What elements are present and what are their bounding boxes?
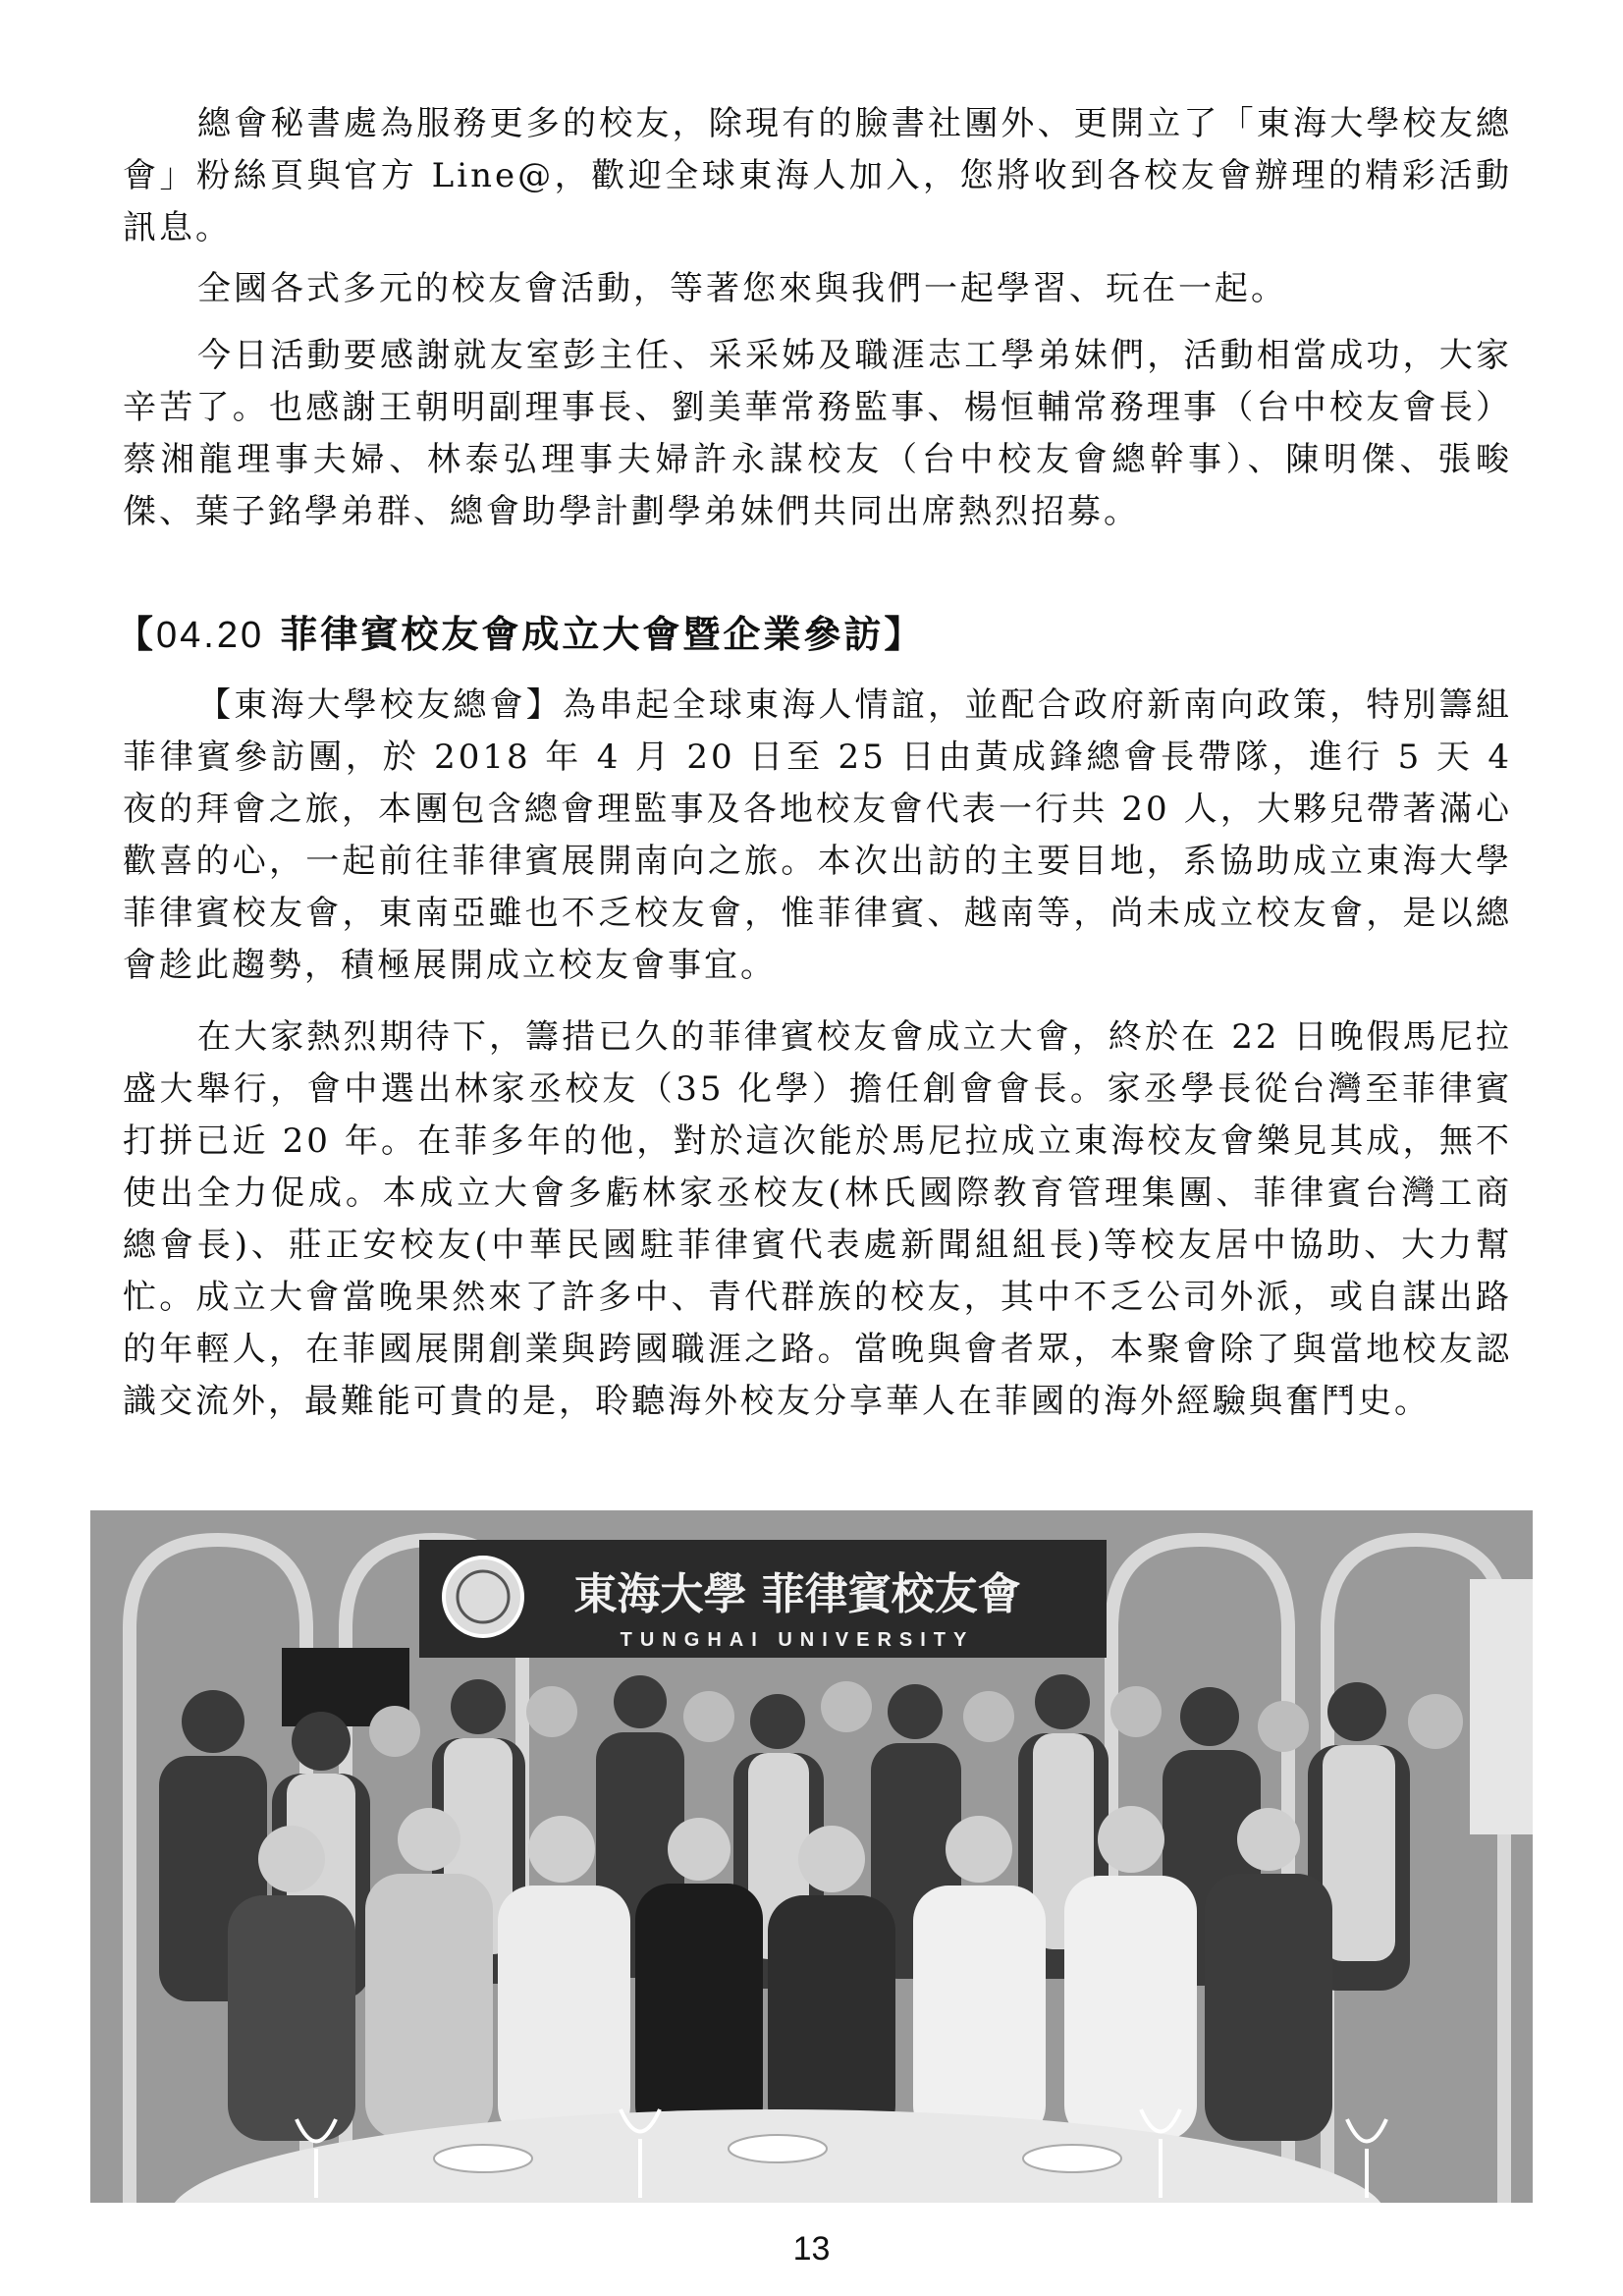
section-block-2: [123, 1011, 1512, 1428]
section-paragraph-1: 【東海大學校友總會】為串起全球東海人情誼，並配合政府新南向政策，特別籌組菲律賓參訪團，於 2018 年 4 月 20 日至 25 日由黃成鋒總會長帶隊，進行 5 天 4 夜的拜會之旅，本團包含總會理監事及各地校友會代表一行共 20 人，大夥兒帶著滿心歡喜的心，一起前往菲律賓展開南向之旅。本次出訪的主要目地，系協助成立東海大學菲律賓校友會，東南亞雖也不乏校友會，惟菲律賓、越南等，尚未成立校友會，是以總會趁此趨勢，積極展開成立校友會事宜。: [123, 685, 1512, 985]
heading-open-bracket: 【: [116, 612, 157, 656]
intro-paragraph-1: 總會秘書處為服務更多的校友，除現有的臉書社團外、更開立了「東海大學校友總會」粉絲頁與官方 Line@，歡迎全球東海人加入，您將收到各校友會辦理的精彩活動訊息。: [123, 104, 1512, 247]
page-number: 13: [792, 2230, 831, 2268]
heading-close-bracket: 】: [884, 612, 925, 656]
group-photo: [90, 1510, 1533, 2203]
section-block-1: [123, 680, 1512, 992]
banner-title: 東海大學 菲律賓校友會: [573, 1569, 1021, 1619]
university-seal: [444, 1558, 522, 1636]
heading-date: 04.20: [156, 615, 265, 656]
intro-block-2: [123, 263, 1512, 315]
air-conditioner: [1470, 1579, 1533, 1834]
section-heading: [116, 607, 924, 663]
intro-paragraph-3: 今日活動要感謝就友室彭主任、采采姊及職涯志工學弟妹們，活動相當成功，大家辛苦了。也感謝王朝明副理事長、劉美華常務監事、楊恒輔常務理事（台中校友會長）蔡湘龍理事夫婦、林泰弘理事夫婦許永謀校友（台中校友會總幹事）、陳明傑、張畯傑、葉子銘學弟群、總會助學計劃學弟妹們共同出席熱烈招募。: [123, 336, 1512, 531]
section-paragraph-2: 在大家熱烈期待下，籌措已久的菲律賓校友會成立大會，終於在 22 日晚假馬尼拉盛大舉行，會中選出林家丞校友（35 化學）擔任創會會長。家丞學長從台灣至菲律賓打拼已近 20 年。在菲多年的他，對於這次能於馬尼拉成立東海校友會樂見其成，無不使出全力促成。本成立大會多虧林家丞校友(林氏國際教育管理集團、菲律賓台灣工商總會長)、莊正安校友(中華民國駐菲律賓代表處新聞組組長)等校友居中協助、大力幫忙。成立大會當晚果然來了許多中、青代群族的校友，其中不乏公司外派，或自謀出路的年輕人，在菲國展開創業與跨國職涯之路。當晚與會者眾，本聚會除了與當地校友認識交流外，最難能可貴的是，聆聽海外校友分享華人在菲國的海外經驗與奮鬥史。: [123, 1017, 1512, 1421]
banner-subtitle: TUNGHAI UNIVERSITY: [620, 1629, 975, 1651]
group-photo-illustration: [90, 1510, 1533, 2203]
heading-title: 菲律賓校友會成立大會暨企業參訪: [264, 612, 885, 656]
intro-block-3: [123, 330, 1512, 538]
intro-block: [123, 98, 1512, 254]
intro-paragraph-2: 全國各式多元的校友會活動，等著您來與我們一起學習、玩在一起。: [197, 269, 1287, 308]
